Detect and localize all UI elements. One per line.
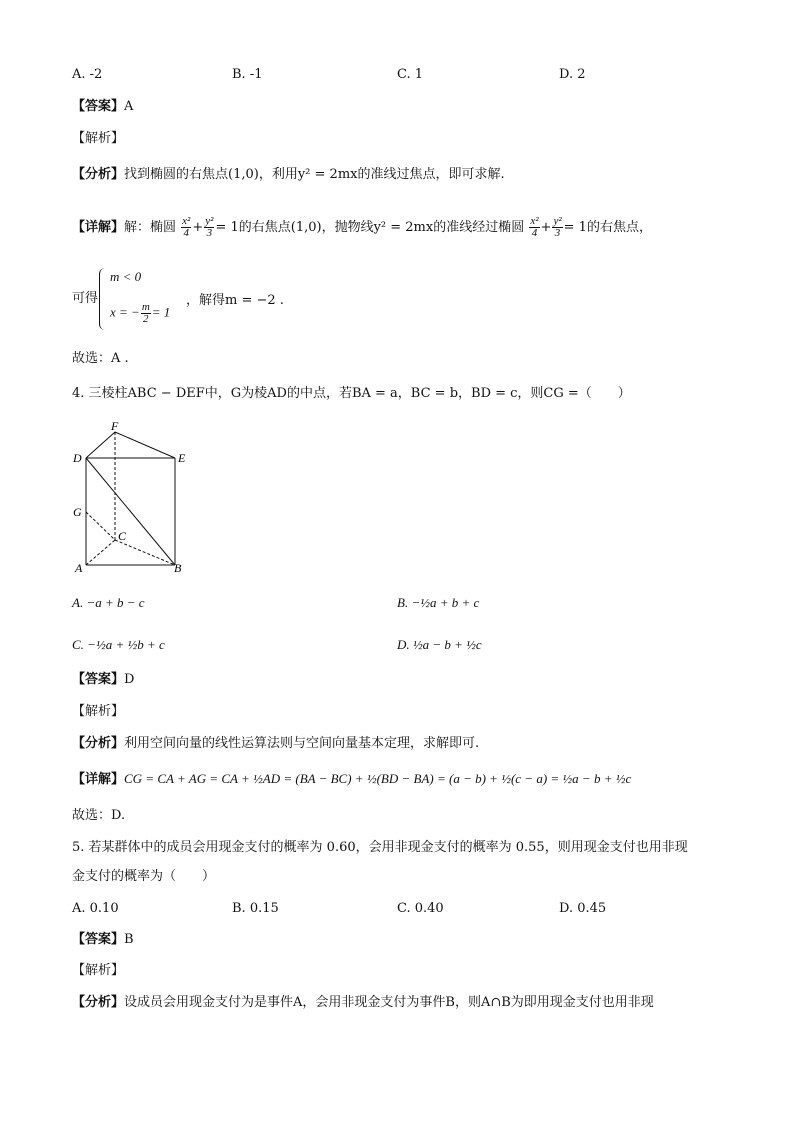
edge-df bbox=[86, 432, 115, 458]
label-b: B bbox=[174, 561, 182, 575]
edge-ac bbox=[86, 540, 115, 565]
fenxi-label: 【分析】 bbox=[72, 995, 125, 1010]
q4-option-d: D. ½a − b + ½c bbox=[397, 637, 482, 652]
q3-xiangjie: 【详解】解：椭圆 $\frac{\text{x²}}{4}$ + $\frac{\text{y²}}{3}$ = 1的右焦点(1,0)，抛物线y² = 2mx的准线经过椭圆 $\frac{\text{x²}}{4}$ + $\frac{\text{y²}}{3}$ = 1的右焦点， bbox=[72, 215, 652, 239]
q3-option-c: C. 1 bbox=[397, 67, 424, 82]
answer-value: A bbox=[124, 99, 134, 114]
q5-option-b: B. 0.15 bbox=[232, 901, 279, 916]
q4-analysis-label: 【解析】 bbox=[72, 704, 125, 719]
q4-xiangjie bbox=[72, 770, 631, 789]
q3-solve: ，解得m = −2 . bbox=[186, 293, 284, 308]
answer-value: D bbox=[124, 672, 135, 687]
label-e: E bbox=[178, 451, 186, 465]
q3-guxuan: 故选：A . bbox=[72, 351, 129, 366]
q3-kede: 可得 bbox=[72, 291, 99, 306]
fenxi-text: 利用空间向量的线性运算法则与空间向量基本定理，求解即可. bbox=[124, 736, 480, 751]
label-a: A bbox=[75, 561, 83, 575]
prism-figure bbox=[70, 420, 200, 580]
fenxi-label: 【分析】 bbox=[72, 167, 125, 182]
q4-guxuan: 故选：D. bbox=[72, 808, 126, 823]
q4-option-c: C. −½a + ½b + c bbox=[72, 637, 165, 652]
edge-gc bbox=[86, 512, 115, 540]
fraction-x2-4-b: $\frac{\text{x²}}{4}$ bbox=[530, 215, 539, 239]
answer-label: 【答案】 bbox=[72, 99, 125, 114]
q5-stem-line-2: 金支付的概率为（ ） bbox=[72, 869, 216, 884]
q4-option-a: A. −a + b − c bbox=[72, 595, 145, 610]
xiangjie-label: 【详解】 bbox=[72, 220, 125, 235]
q3-analysis-label: 【解析】 bbox=[72, 131, 125, 146]
q3-option-b: B. -1 bbox=[232, 67, 263, 82]
fraction-y2-3-b: $\frac{\text{y²}}{3}$ bbox=[553, 215, 562, 239]
case-1: m < 0 bbox=[110, 269, 142, 284]
q5-analysis-label: 【解析】 bbox=[72, 963, 125, 978]
label-f: F bbox=[111, 420, 119, 433]
case-2-lhs: x = − bbox=[110, 304, 140, 320]
edge-fe bbox=[115, 432, 175, 458]
label-g: G bbox=[73, 505, 82, 519]
xiangjie-text-c: 的右焦点， bbox=[586, 220, 652, 235]
fenxi-text: 设成员会用现金支付为是事件A，会用非现金支付为事件B，则A∩B为即用现金支付也用非现 bbox=[124, 995, 654, 1010]
fenxi-text: 找到椭圆的右焦点(1,0)，利用y² = 2mx的准线过焦点，即可求解. bbox=[124, 167, 505, 182]
cases-brace bbox=[99, 268, 108, 330]
q3-option-d: D. 2 bbox=[559, 67, 586, 82]
case-2 bbox=[110, 302, 170, 325]
q5-fenxi bbox=[72, 994, 654, 1012]
q5-answer bbox=[72, 931, 134, 949]
q3-answer bbox=[72, 98, 133, 116]
q4-stem: 4. 三棱柱ABC − DEF中，G为棱AD的中点，若BA = a，BC = b，BD = c，则CG =（ ） bbox=[72, 386, 631, 401]
case-2-rhs: = 1 bbox=[151, 304, 171, 320]
q5-option-a: A. 0.10 bbox=[72, 901, 119, 916]
q5-stem-line-1: 5. 若某群体中的成员会用现金支付的概率为 0.60，会用非现金支付的概率为 0.55，则用现金支付也用非现 bbox=[72, 840, 688, 855]
fraction-m-2: $\frac{m}{2}$ bbox=[141, 301, 150, 325]
answer-label: 【答案】 bbox=[72, 672, 125, 687]
q5-option-d: D. 0.45 bbox=[559, 901, 607, 916]
q4-fenxi bbox=[72, 735, 479, 753]
label-c: C bbox=[118, 529, 127, 543]
answer-label: 【答案】 bbox=[72, 932, 125, 947]
answer-value: B bbox=[124, 932, 134, 947]
xiangjie-text-a: 解：椭圆 bbox=[124, 220, 177, 235]
q4-option-b: B. −½a + b + c bbox=[397, 595, 480, 610]
q5-option-c: C. 0.40 bbox=[397, 901, 444, 916]
label-d: D bbox=[73, 451, 82, 465]
xiangjie-text: CG = CA + AG = CA + ½AD = (BA − BC) + ½(BD − BA) = (a − b) + ½(c − a) = ½a − b + ½c bbox=[124, 771, 632, 786]
edge-cb bbox=[115, 540, 175, 565]
q3-fenxi bbox=[72, 166, 505, 184]
q4-answer bbox=[72, 671, 134, 689]
fraction-x2-4: $\frac{\text{x²}}{4}$ bbox=[182, 215, 191, 239]
edge-db bbox=[86, 458, 175, 565]
xiangjie-text-b: 的右焦点(1,0)，抛物线y² = 2mx的准线经过椭圆 bbox=[238, 220, 525, 235]
q3-option-a: A. -2 bbox=[72, 67, 103, 82]
fenxi-label: 【分析】 bbox=[72, 736, 125, 751]
fraction-y2-3: $\frac{\text{y²}}{3}$ bbox=[205, 215, 214, 239]
xiangjie-label: 【详解】 bbox=[72, 772, 125, 787]
